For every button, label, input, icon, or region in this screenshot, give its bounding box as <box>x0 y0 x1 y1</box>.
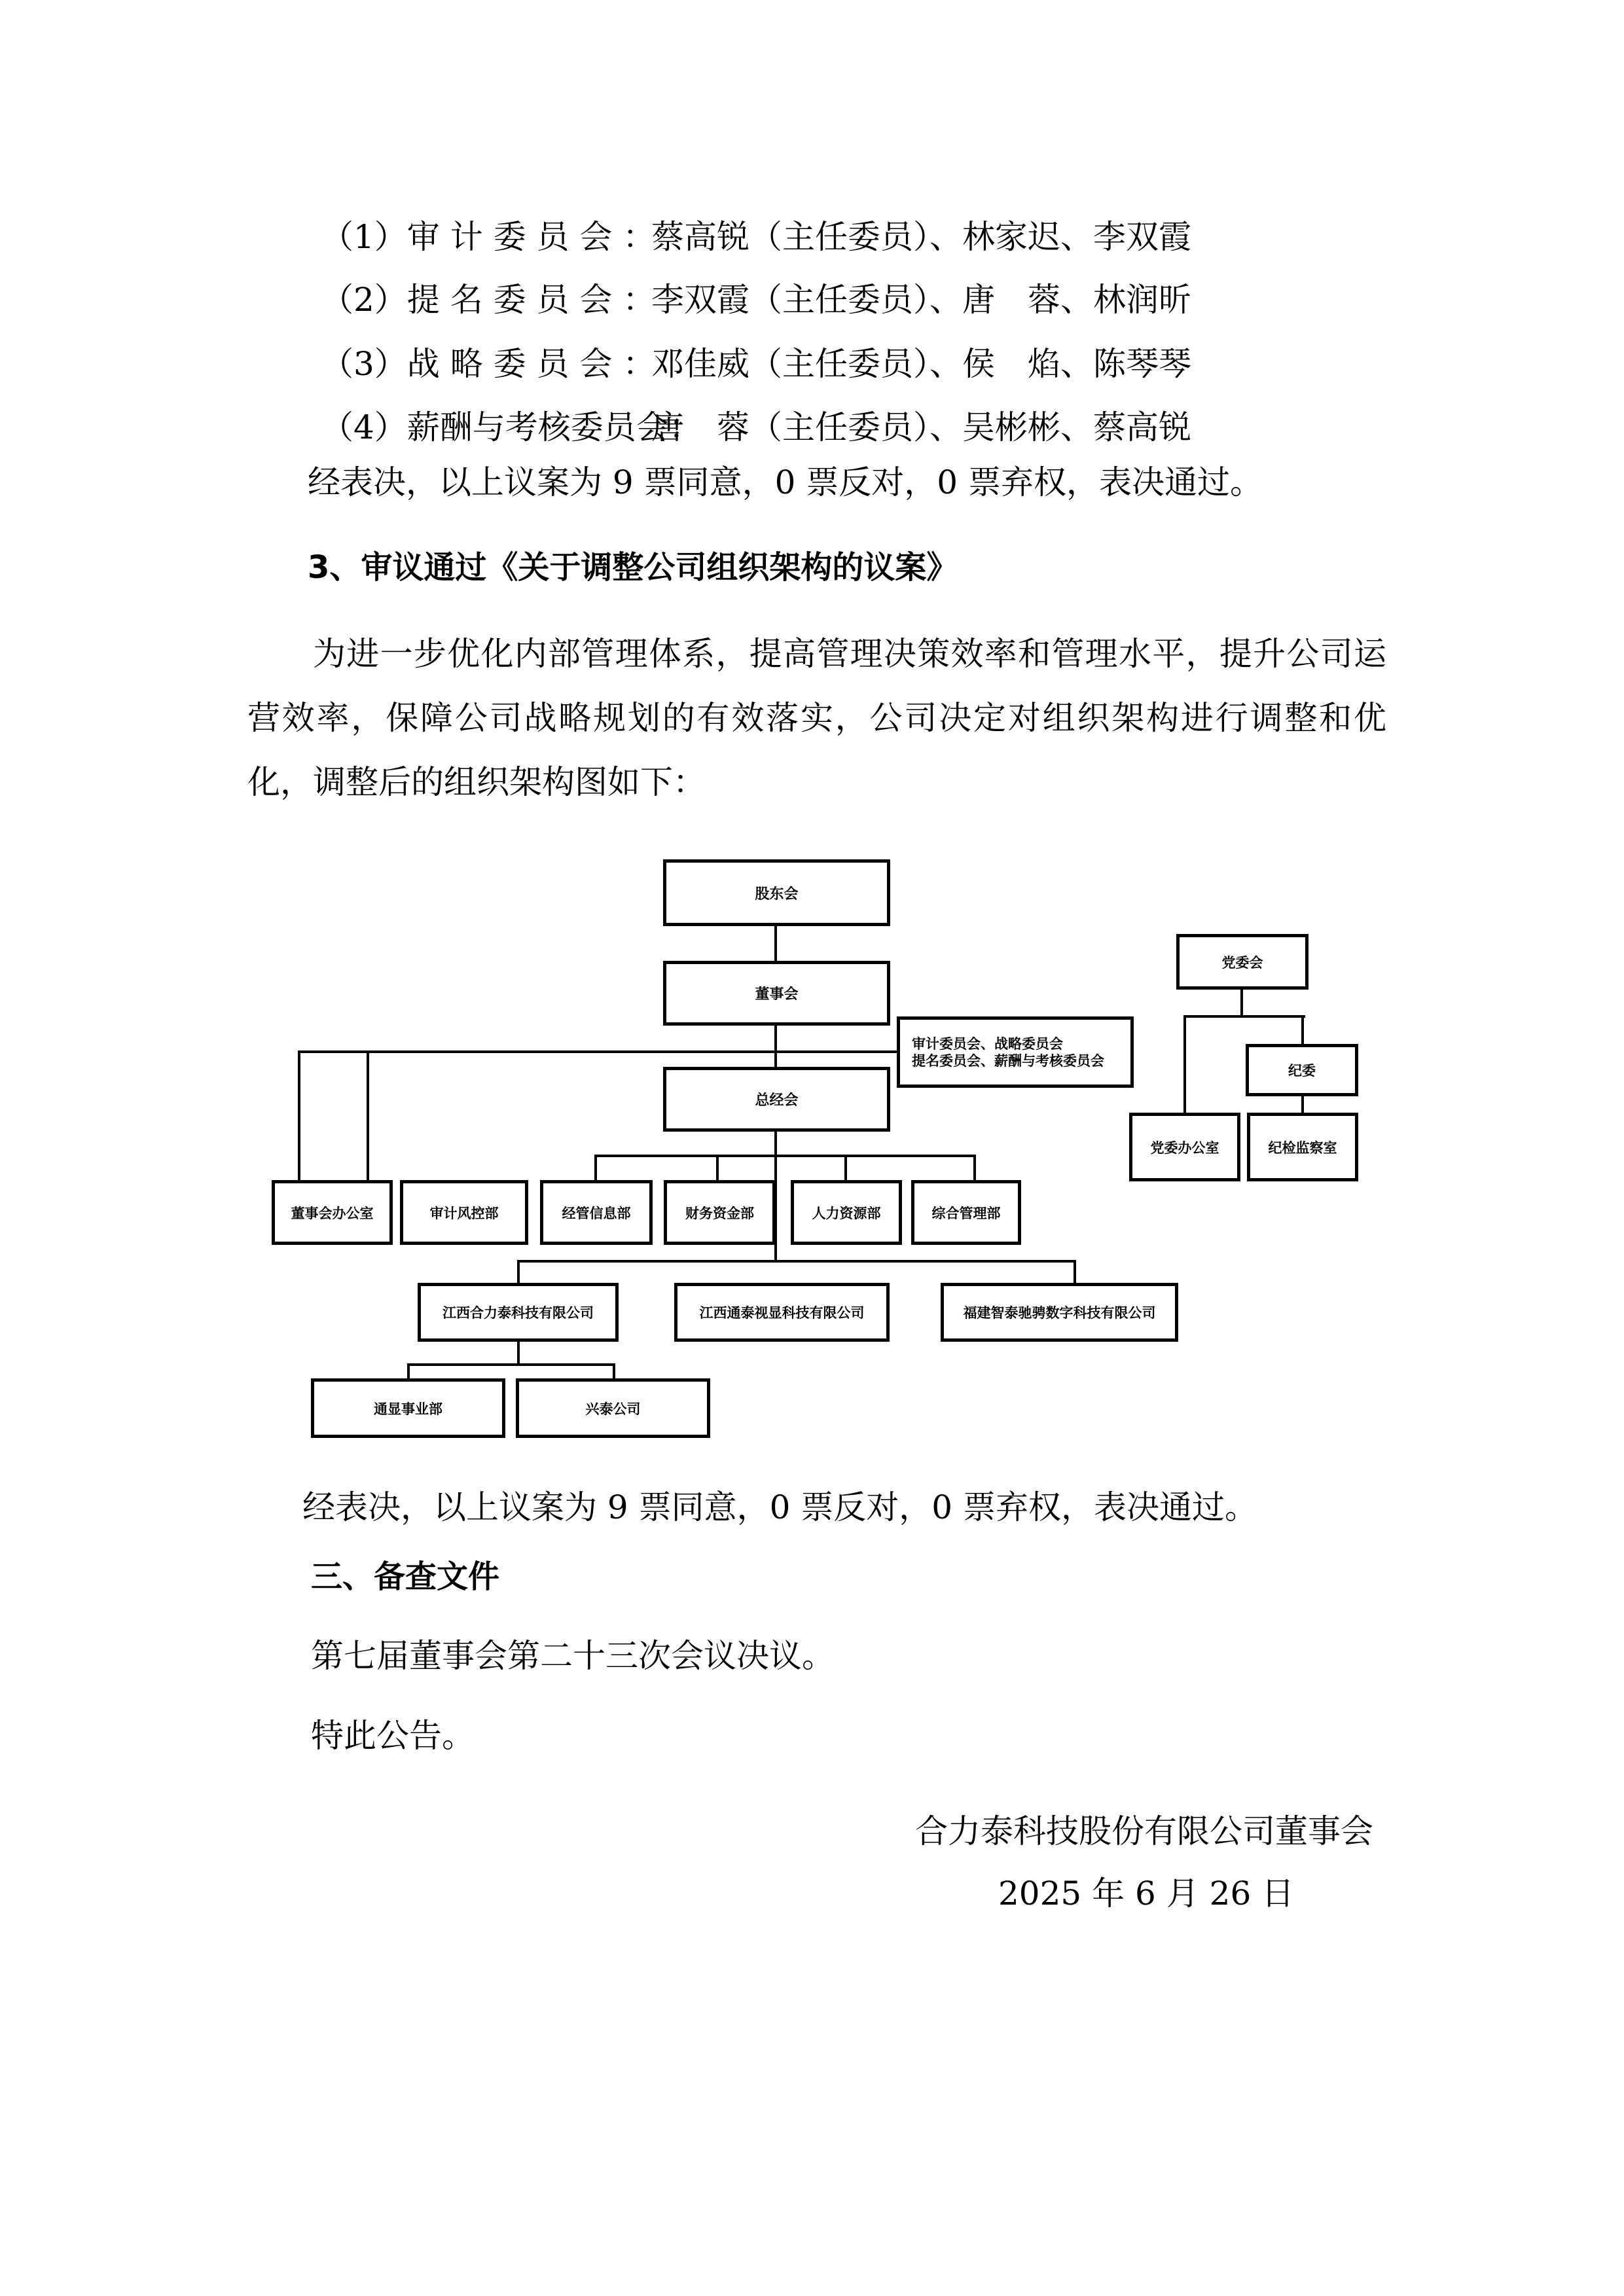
org-box-shareholders: 股东会 <box>663 859 890 926</box>
connector <box>1183 1015 1305 1018</box>
connector <box>716 1155 719 1180</box>
signature-company: 合力泰科技股份有限公司董事会 <box>915 1812 1373 1850</box>
section-3-body: 为进一步优化内部管理体系，提高管理决策效率和管理水平，提升公司运营效率，保障公司战略规划的有效落实，公司决定对组织架构进行调整和优化，调整后的组织架构图如下： <box>247 635 1386 801</box>
section-3-title: 3、审议通过《关于调整公司组织架构的议案》 <box>308 549 958 586</box>
vote-result-1: 经表决，以上议案为 9 票同意，0 票反对，0 票弃权，表决通过。 <box>308 463 1263 501</box>
connector <box>407 1363 615 1366</box>
committee-label: （1）审 计 委 员 会 ： <box>321 218 656 256</box>
connector <box>776 1050 898 1053</box>
org-box-department: 综合管理部 <box>911 1180 1021 1245</box>
org-box-discipline-office: 纪检监察室 <box>1247 1113 1358 1181</box>
connector <box>517 1260 520 1283</box>
connector <box>594 1155 976 1157</box>
committees-line-1: 审计委员会、战略委员会 <box>912 1035 1063 1052</box>
org-box-department: 董事会办公室 <box>272 1180 393 1245</box>
section-files-title: 三、备查文件 <box>311 1558 500 1595</box>
connector <box>517 1260 1076 1263</box>
closing-statement: 特此公告。 <box>311 1717 475 1755</box>
committee-members: 邓佳威（主任委员）、侯 焰、陈琴琴 <box>651 345 1191 383</box>
connector <box>298 1050 300 1180</box>
committee-label: （4）薪酬与考核委员会： <box>321 408 702 446</box>
org-box-party-office: 党委办公室 <box>1129 1113 1240 1181</box>
org-box-sub-unit: 兴泰公司 <box>516 1378 710 1438</box>
org-box-department: 审计风控部 <box>400 1180 528 1245</box>
org-box-subsidiary: 福建智泰驰骋数字科技有限公司 <box>941 1283 1178 1342</box>
vote-result-2: 经表决，以上议案为 9 票同意，0 票反对，0 票弃权，表决通过。 <box>302 1488 1258 1526</box>
committee-members: 蔡高锐（主任委员）、林家迟、李双霞 <box>651 218 1191 256</box>
connector <box>1301 1095 1304 1113</box>
connector <box>973 1155 976 1180</box>
committee-label: （2）提 名 委 员 会 ： <box>321 281 656 319</box>
signature-date: 2025 年 6 月 26 日 <box>998 1874 1295 1912</box>
committee-members: 李双霞（主任委员）、唐 蓉、林润昕 <box>651 281 1191 319</box>
committee-row-compensation <box>321 401 1191 448</box>
committee-members: 唐 蓉（主任委员）、吴彬彬、蔡高锐 <box>651 408 1191 446</box>
committee-row-strategy <box>321 338 1191 385</box>
connector <box>367 1050 369 1180</box>
section-files-item: 第七届董事会第二十三次会议决议。 <box>311 1637 835 1675</box>
connector <box>407 1363 410 1378</box>
committees-line-2: 提名委员会、薪酬与考核委员会 <box>912 1052 1104 1069</box>
org-box-sub-unit: 通显事业部 <box>311 1378 505 1438</box>
connector <box>298 1050 776 1053</box>
org-box-subsidiary: 江西合力泰科技有限公司 <box>418 1283 619 1342</box>
connector <box>844 1155 847 1180</box>
org-box-board: 董事会 <box>663 961 890 1026</box>
org-box-department: 经管信息部 <box>540 1180 653 1245</box>
connector <box>1240 988 1243 1016</box>
org-box-department: 人力资源部 <box>791 1180 902 1245</box>
org-box-general-manager: 总经会 <box>663 1067 890 1132</box>
connector <box>613 1363 615 1378</box>
committee-row-audit <box>321 211 1191 258</box>
org-box-discipline-committee: 纪委 <box>1246 1044 1358 1096</box>
org-box-party-committee: 党委会 <box>1176 934 1308 990</box>
committee-label: （3）战 略 委 员 会 ： <box>321 345 656 383</box>
connector <box>774 925 777 961</box>
org-box-board-committees <box>897 1016 1134 1088</box>
connector <box>1183 1015 1186 1113</box>
connector <box>774 1024 777 1067</box>
connector <box>517 1340 520 1365</box>
connector <box>594 1155 597 1180</box>
connector <box>1301 1015 1304 1044</box>
committee-row-nomination <box>321 274 1191 321</box>
org-box-department: 财务资金部 <box>664 1180 776 1245</box>
org-box-subsidiary: 江西通泰视显科技有限公司 <box>674 1283 890 1342</box>
connector <box>1074 1260 1076 1283</box>
